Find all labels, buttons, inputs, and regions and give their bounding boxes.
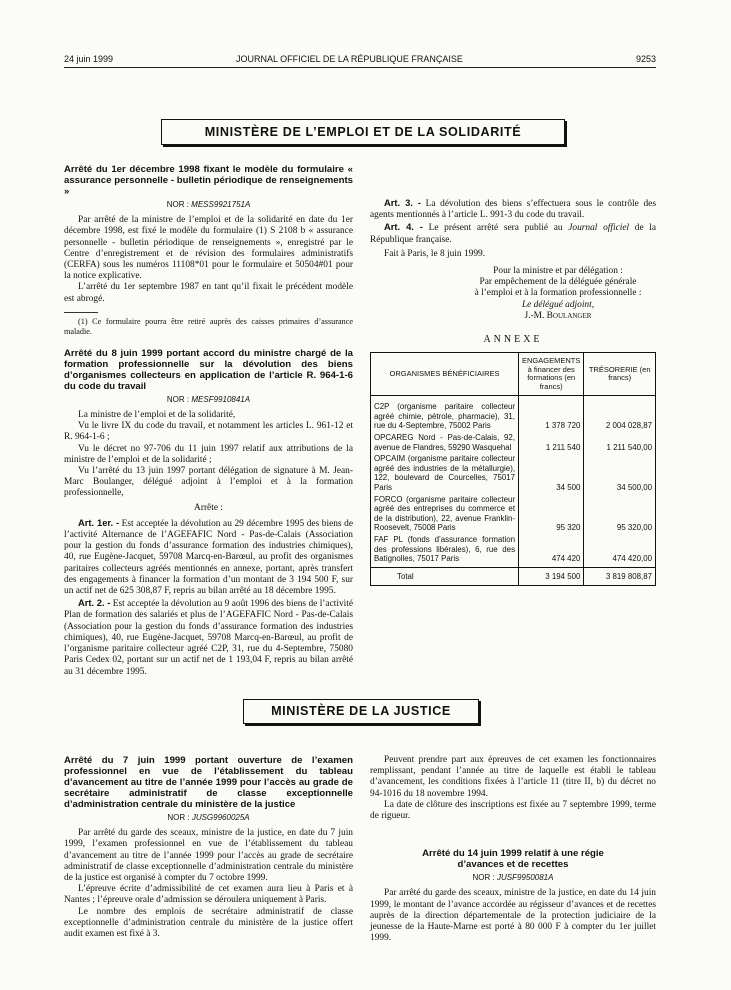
total-engagement: 3 194 500 [519,567,584,586]
nor-reference: NOR : MESS9921751A [166,200,251,209]
paragraph: Vu le livre IX du code du travail, et notamment les articles L. 961-12 et R. 964-1-6 ; [64,421,353,443]
article-title: Arrêté du 1er décembre 1998 fixant le modèle du formulaire « assurance personnelle - bulletin périodique de renseignements » [64,164,353,197]
table-row [371,494,656,534]
article-paragraph: Art. 3. - La dévolution des biens s’effectuera sous le contrôle des agents mentionnés à l’article L. 991-3 du code du travail. [370,197,656,221]
right-column-upper [370,164,656,586]
paragraph: La ministre de l’emploi et de la solidarité, [78,410,236,421]
paragraph: L’arrêté du 1er septembre 1987 en tant qu’il fixait le précédent modèle est abrogé. [64,282,353,304]
signature-block: Pour la ministre et par délégation : Par empêchement de la déléguée générale à l’emploi et à la formation professionnelle : Le délégué adjoint, J.-M. Boulanger [460,266,656,322]
nor-reference: NOR : JUSG9960025A [167,813,250,822]
table-total-row [371,567,656,586]
total-label: Total [371,567,519,586]
tresorerie-cell: 474 420,00 [584,534,656,567]
signatory-name: J.-M. Boulanger [524,310,592,321]
article-title: Arrêté du 8 juin 1999 portant accord du ministre chargé de la formation professionnelle sur la dévolution des biens d’organismes collecteurs en application de l’article R. 964-1-6 du code du travail [64,347,353,392]
paragraph: Peuvent prendre part aux épreuves de cet examen les fonctionnaires remplissant, pendant l’année au titre de laquelle est établi le tableau d’avancement, les conditions fixées à l’article 11 (titre II, b) du décret no 94-1016 du 18 novembre 1994. [370,755,656,799]
article-title: Arrêté du 7 juin 1999 portant ouverture de l’examen professionnel en vue de l’établissement du tableau d’avancement au titre de l’année 1999 pour l’accès au grade de secrétaire administratif de classe exceptionnelle d’administration centrale du ministère de la justice [64,755,353,810]
engagement-cell: 95 320 [519,494,584,534]
nor-reference: NOR : JUSF9950081A [472,873,554,883]
paragraph: Par arrêté du garde des sceaux, ministre de la justice, en date du 7 juin 1999, l’examen professionnel en vue de l’établissement du tableau d’avancement au titre de l’année 1999 pour l’accès au grade de secrétaire administratif de classe exceptionnelle d’administration centrale du ministère de la justice est organisé à compter du 7 octobre 1999. [64,828,353,884]
org-cell: C2P (organisme paritaire collecteur agréé chimie, pétrole, pharmacie), 31, rue du 4-Septembre, 75002 Paris [371,396,519,432]
table-row [371,453,656,493]
engagement-cell: 1 378 720 [519,396,584,432]
left-column-lower [64,755,353,940]
footnote: (1) Ce formulaire pourra être retiré auprès des caisses primaires d’assurance maladie. [64,316,353,336]
engagement-cell: 1 211 540 [519,432,584,453]
table-row [371,432,656,453]
engagement-cell: 34 500 [519,453,584,493]
nor-code: MESS9921751A [191,200,251,209]
paragraph: L’épreuve écrite d’admissibilité de cet examen aura lieu à Paris et à Nantes ; l’épreuve orale d’admission se déroulera uniquement à Paris. [64,884,353,906]
table-row [371,396,656,432]
article-paragraph: Art. 1er. - Est acceptée la dévolution au 29 décembre 1995 des biens de l’activité Alternance de l’AGEFAFIC Nord - Pas-de-Calais (Association pour la gestion du fonds d’assurance formation des industries chimiques), 40, rue Eugène-Jacquet, 59708 Marcq-en-Barœul, au profit des organismes paritaires collecteurs agréés mentionnés en annexe, portant, après transfert des engagements à financer la formation d’un montant de 3 194 500 F, sur un actif net de 625 308,87 F, repris au bilan arrêté au 18 décembre 1995. [64,516,354,597]
nor-code: MESF9910841A [191,394,251,404]
tresorerie-cell: 95 320,00 [584,494,656,534]
arrete-heading: Arrête : [194,502,223,513]
paragraph: Par arrêté du garde des sceaux, ministre de la justice, en date du 14 juin 1999, le montant de l’avance accordée au régisseur d’avances et de recettes auprès de la direction départementale de la protection judiciaire de la jeunesse de la Haute-Marne est porté à 80 000 F à compter du 1er juillet 1999. [370,888,656,944]
footnote-rule [64,312,98,313]
org-cell: OPCAREG Nord - Pas-de-Calais, 92, avenue de Flandres, 59290 Wasquehal [371,432,519,453]
tresorerie-cell: 34 500,00 [584,453,656,493]
column-header: TRÉSORERIE (en francs) [584,353,656,396]
paragraph: Le nombre des emplois de secrétaire administratif de classe exceptionnelle d’administration centrale du ministère de la justice offert audit examen est fixé à 3. [64,906,353,940]
paragraph: Vu le décret no 97-706 du 11 juin 1997 relatif aux attributions de la ministre de l’emploi et de la solidarité ; [64,443,353,465]
article-title: Arrêté du 14 juin 1999 relatif à une régie d’avances et de recettes [422,848,604,871]
nor-code: JUSF9950081A [496,873,554,883]
nor-code: JUSG9960025A [191,813,250,822]
article-paragraph: Art. 4. - Le présent arrêté sera publié au Journal officiel de la République française. [370,221,657,245]
annexe-table [370,352,656,586]
paragraph: La date de clôture des inscriptions est fixée au 7 septembre 1999, terme de rigueur. [370,799,656,822]
header-journal: JOURNAL OFFICIEL DE LA RÉPUBLIQUE FRANÇAISE [236,54,463,64]
column-header: ENGAGEMENTS à financer des formations (en francs) [519,353,584,396]
org-cell: OPCAIM (organisme paritaire collecteur agréé des industries de la métallurgie), 122, boulevard de Courcelles, 75017 Paris [371,453,519,493]
paragraph: Par arrêté de la ministre de l’emploi et de la solidarité en date du 1er décembre 1998, est fixé le modèle du formulaire (1) S 2108 b « assurance personnelle - bulletin périodique de renseignements », enregistré par le Centre d’enregistrement et de révision des formulaires administratifs (CERFA) sous les numéros 11108*01 pour le formulaire et 50504#01 pour la notice explicative. [64,215,353,282]
ministry-banner-emploi: MINISTÈRE DE L’EMPLOI ET DE LA SOLIDARITÉ [161,119,565,145]
header-date: 24 juin 1999 [64,54,114,64]
org-cell: FORCO (organisme paritaire collecteur agréé des entreprises du commerce et de la distribution), 22, avenue Franklin-Roosevelt, 75008 Paris [371,494,519,534]
header-page-number: 9253 [635,54,656,64]
engagement-cell: 474 420 [519,534,584,567]
header-rule [64,67,656,68]
total-tresorerie: 3 819 808,87 [584,567,656,586]
column-header: ORGANISMES BÉNÉFICIAIRES [371,353,519,396]
table-header-row [371,353,656,396]
annexe-title: ANNEXE [483,334,543,346]
table-row [371,534,656,567]
tresorerie-cell: 1 211 540,00 [584,432,656,453]
right-column-lower [370,755,656,944]
fait-a-paris: Fait à Paris, le 8 juin 1999. [384,248,486,259]
org-cell: FAF PL (fonds d’assurance formation des professions libérales), 6, rue des Batignolles, 75017 Paris [371,534,519,567]
nor-reference: NOR : MESF9910841A [166,394,251,404]
ministry-banner-justice: MINISTÈRE DE LA JUSTICE [243,699,479,724]
left-column-upper [64,164,353,678]
article-paragraph: Art. 2. - Est acceptée la dévolution au 9 août 1996 des biens de l’activité Plan de formation des salariés et plus de l’AGEFAFIC Nord - Pas-de-Calais (Association pour la gestion du fonds d’assurance formation des industries chimiques), 40, rue Eugène-Jacquet, 59708 Marcq-en-Barœul, au profit de l’organisme paritaire collecteur agréé C2P, 31, rue du 4-Septembre, 75080 Paris Cedex 02, portant sur un actif net de 1 193,04 F, repris au bilan arrêté au 31 décembre 1995. [64,597,354,677]
tresorerie-cell: 2 004 028,87 [584,396,656,432]
paragraph: Vu l’arrêté du 13 juin 1997 portant délégation de signature à M. Jean-Marc Boulanger, délégué adjoint à l’emploi et à la formation professionnelle, [64,466,353,499]
